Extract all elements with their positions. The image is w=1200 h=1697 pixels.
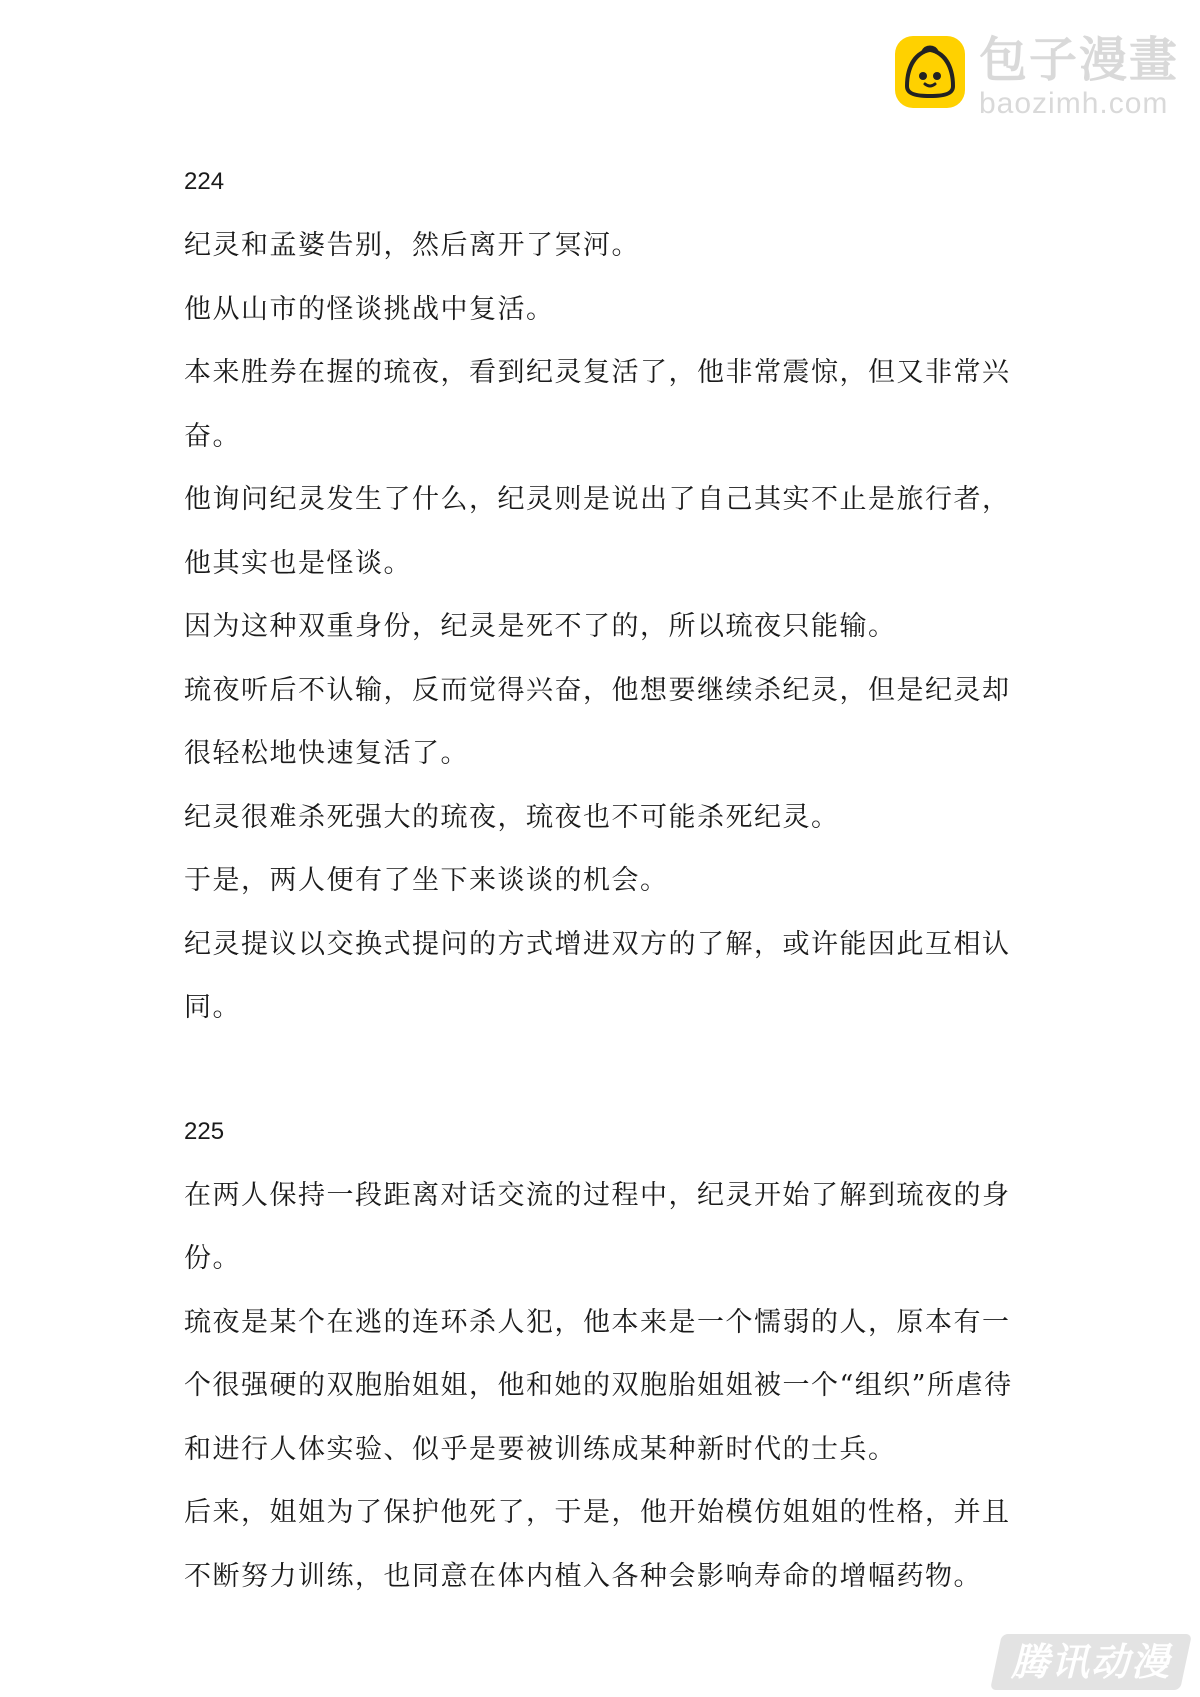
paragraph: 在两人保持一段距离对话交流的过程中，纪灵开始了解到琉夜的身份。: [184, 1179, 1011, 1274]
paragraph: 纪灵提议以交换式提问的方式增进双方的了解，或许能因此互相认同。: [184, 928, 1011, 1023]
paragraph: 琉夜听后不认输，反而觉得兴奋，他想要继续杀纪灵，但是纪灵却很轻松地快速复活了。: [184, 674, 1011, 769]
watermark-text: 腾讯动漫: [1010, 1640, 1171, 1684]
chapter-number: 224: [184, 168, 225, 195]
chapter-number: 225: [184, 1117, 225, 1145]
bun-logo-icon: [893, 34, 967, 110]
paragraph: 他从山市的怪谈挑战中复活。: [184, 293, 555, 325]
paragraph: 纪灵和孟婆告别，然后离开了冥河。: [184, 230, 640, 261]
paragraph: 本来胜券在握的琉夜，看到纪灵复活了，他非常震惊，但又非常兴奋。: [184, 357, 1011, 452]
watermark-tencent-comics: [996, 1634, 1186, 1690]
chapter-225: [184, 1100, 1034, 1609]
paragraph: 后来，姐姐为了保护他死了，于是，他开始模仿姐姐的性格，并且不断努力训练，也同意在体内植入各种会影响寿命的增幅药物。: [184, 1497, 1011, 1592]
paragraph: 琉夜是某个在逃的连环杀人犯，他本来是一个懦弱的人，原本有一个很强硬的双胞胎姐姐，他和她的双胞胎姐姐被一个“组织”所虐待和进行人体实验、似乎是要被训练成某种新时代的士兵。: [184, 1306, 1013, 1465]
paragraph: 他询问纪灵发生了什么，纪灵则是说出了自己其实不止是旅行者，他其实也是怪谈。: [184, 484, 1011, 579]
watermark-domain: baozimh.com: [979, 87, 1169, 120]
watermark-title: 包子漫畫: [979, 32, 1180, 88]
document-body: [184, 150, 1034, 1668]
chapter-224: [184, 150, 1034, 1040]
paragraph: 于是，两人便有了坐下来谈谈的机会。: [184, 865, 669, 896]
paragraph: 因为这种双重身份，纪灵是死不了的，所以琉夜只能输。: [184, 611, 897, 642]
paragraph: 纪灵很难杀死强大的琉夜，琉夜也不可能杀死纪灵。: [184, 801, 840, 833]
watermark-baozimh: [893, 32, 1193, 122]
